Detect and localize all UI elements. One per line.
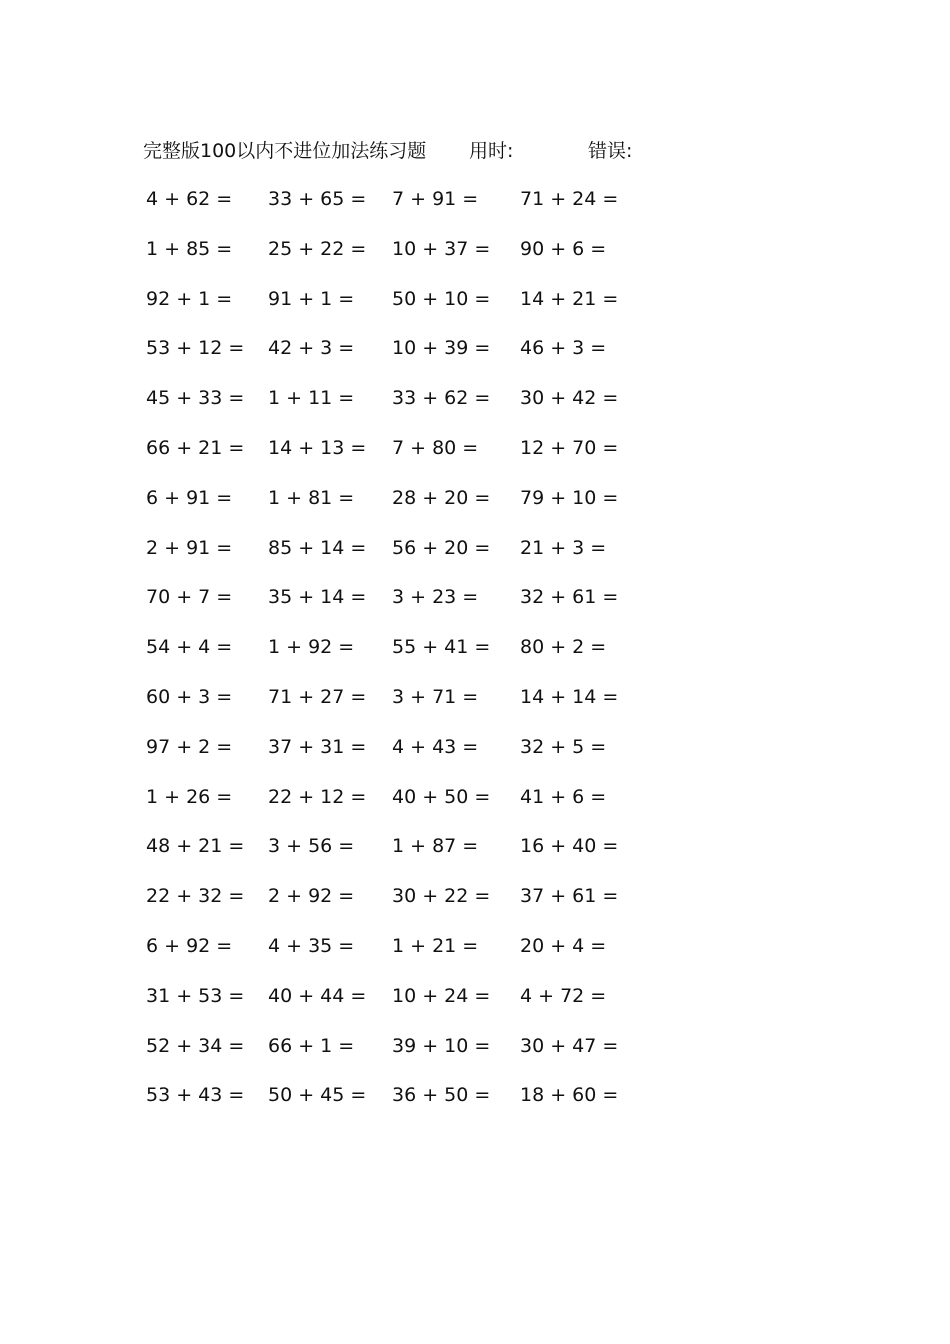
addition-problem: 4 + 72 =	[520, 984, 607, 1007]
addition-problem: 2 + 91 =	[146, 536, 233, 559]
addition-problem: 16 + 40 =	[520, 835, 619, 858]
addition-problem: 79 + 10 =	[520, 486, 619, 509]
addition-problem: 7 + 91 =	[392, 188, 479, 210]
addition-problem: 22 + 32 =	[146, 885, 245, 908]
addition-problem: 45 + 33 =	[146, 387, 245, 410]
addition-problem: 56 + 20 =	[392, 536, 491, 559]
addition-problem: 66 + 1 =	[268, 1034, 355, 1057]
addition-problem: 52 + 34 =	[146, 1034, 245, 1057]
addition-problem: 36 + 50 =	[392, 1084, 491, 1107]
addition-problem: 3 + 23 =	[392, 586, 479, 609]
addition-problem: 39 + 10 =	[392, 1034, 491, 1057]
addition-problem: 12 + 70 =	[520, 436, 619, 459]
problem-row	[0, 632, 950, 682]
problem-row	[0, 433, 950, 483]
addition-problem: 32 + 61 =	[520, 586, 619, 609]
addition-problem: 28 + 20 =	[392, 486, 491, 509]
problem-row	[0, 383, 950, 433]
addition-problem: 4 + 43 =	[392, 735, 479, 758]
problem-row	[0, 333, 950, 383]
addition-problem: 53 + 12 =	[146, 337, 245, 360]
addition-problem: 1 + 21 =	[392, 934, 479, 957]
addition-problem: 1 + 92 =	[268, 636, 355, 659]
addition-problem: 91 + 1 =	[268, 287, 355, 310]
problem-row	[0, 1080, 950, 1130]
addition-problem: 30 + 22 =	[392, 885, 491, 908]
addition-problem: 10 + 39 =	[392, 337, 491, 360]
problem-row	[0, 582, 950, 632]
problem-row	[0, 732, 950, 782]
addition-problem: 1 + 11 =	[268, 387, 355, 410]
addition-problem: 3 + 71 =	[392, 685, 479, 708]
addition-problem: 37 + 31 =	[268, 735, 367, 758]
addition-problem: 30 + 42 =	[520, 387, 619, 410]
addition-problem: 25 + 22 =	[268, 237, 367, 260]
worksheet-title: 完整版100以内不进位加法练习题	[143, 140, 427, 162]
addition-problem: 80 + 2 =	[520, 636, 607, 659]
addition-problem: 71 + 24 =	[520, 188, 619, 210]
addition-problem: 1 + 81 =	[268, 486, 355, 509]
problem-row	[0, 533, 950, 583]
addition-problem: 14 + 13 =	[268, 436, 367, 459]
problem-row	[0, 234, 950, 284]
addition-problem: 46 + 3 =	[520, 337, 607, 360]
addition-problem: 50 + 45 =	[268, 1084, 367, 1107]
addition-problem: 1 + 85 =	[146, 237, 233, 260]
addition-problem: 10 + 24 =	[392, 984, 491, 1007]
addition-problem: 14 + 21 =	[520, 287, 619, 310]
addition-problem: 18 + 60 =	[520, 1084, 619, 1107]
problem-row	[0, 1031, 950, 1081]
addition-problem: 2 + 92 =	[268, 885, 355, 908]
addition-problem: 92 + 1 =	[146, 287, 233, 310]
addition-problem: 6 + 91 =	[146, 486, 233, 509]
addition-problem: 55 + 41 =	[392, 636, 491, 659]
addition-problem: 4 + 35 =	[268, 934, 355, 957]
addition-problem: 41 + 6 =	[520, 785, 607, 808]
addition-problem: 54 + 4 =	[146, 636, 233, 659]
addition-problem: 10 + 37 =	[392, 237, 491, 260]
addition-problem: 71 + 27 =	[268, 685, 367, 708]
addition-problem: 53 + 43 =	[146, 1084, 245, 1107]
addition-problem: 22 + 12 =	[268, 785, 367, 808]
problem-grid	[0, 184, 950, 1130]
problem-row	[0, 782, 950, 832]
addition-problem: 31 + 53 =	[146, 984, 245, 1007]
problem-row	[0, 284, 950, 334]
addition-problem: 50 + 10 =	[392, 287, 491, 310]
addition-problem: 6 + 92 =	[146, 934, 233, 957]
addition-problem: 33 + 62 =	[392, 387, 491, 410]
problem-row	[0, 981, 950, 1031]
addition-problem: 48 + 21 =	[146, 835, 245, 858]
addition-problem: 33 + 65 =	[268, 188, 367, 210]
addition-problem: 32 + 5 =	[520, 735, 607, 758]
addition-problem: 70 + 7 =	[146, 586, 233, 609]
problem-row	[0, 483, 950, 533]
addition-problem: 1 + 26 =	[146, 785, 233, 808]
problem-row	[0, 184, 950, 234]
time-label: 用时:	[469, 140, 514, 162]
addition-problem: 3 + 56 =	[268, 835, 355, 858]
problem-row	[0, 831, 950, 881]
addition-problem: 60 + 3 =	[146, 685, 233, 708]
addition-problem: 90 + 6 =	[520, 237, 607, 260]
addition-problem: 30 + 47 =	[520, 1034, 619, 1057]
addition-problem: 85 + 14 =	[268, 536, 367, 559]
addition-problem: 7 + 80 =	[392, 436, 479, 459]
problem-row	[0, 881, 950, 931]
addition-problem: 20 + 4 =	[520, 934, 607, 957]
addition-problem: 42 + 3 =	[268, 337, 355, 360]
addition-problem: 35 + 14 =	[268, 586, 367, 609]
addition-problem: 97 + 2 =	[146, 735, 233, 758]
errors-label: 错误:	[588, 140, 633, 162]
addition-problem: 40 + 50 =	[392, 785, 491, 808]
addition-problem: 66 + 21 =	[146, 436, 245, 459]
problem-row	[0, 931, 950, 981]
addition-problem: 21 + 3 =	[520, 536, 607, 559]
addition-problem: 37 + 61 =	[520, 885, 619, 908]
addition-problem: 4 + 62 =	[146, 188, 233, 210]
addition-problem: 40 + 44 =	[268, 984, 367, 1007]
addition-problem: 14 + 14 =	[520, 685, 619, 708]
problem-row	[0, 682, 950, 732]
addition-problem: 1 + 87 =	[392, 835, 479, 858]
